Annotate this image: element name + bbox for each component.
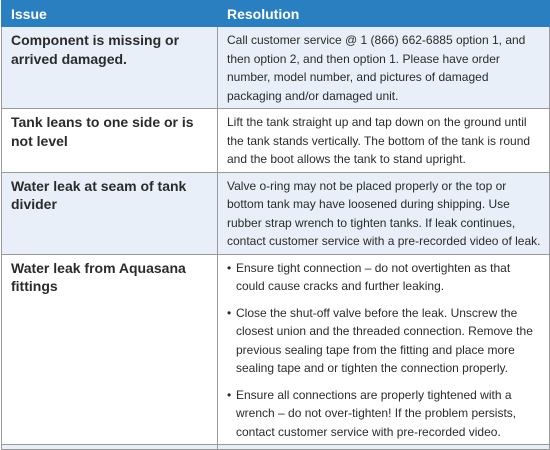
bullet-item [227,386,541,442]
issue-column-header: Issue [2,1,218,27]
resolution-cell: Valve o-ring may not be placed properly or the top or bottom tank may have loosened during shipping. Use rubber strap wrench to tighten tanks. If leak continues, contact customer service with a pre-recorded video of leak. [218,172,550,254]
resolution-cell [218,445,550,450]
resolution-cell [218,254,550,445]
issue-cell: Water leak at seam of tank divider [2,172,218,254]
table-row [2,172,550,254]
table-row [2,254,550,445]
resolution-cell: Call customer service @ 1 (866) 662-6885 option 1, and then option 2, and then option 1. Please have order number, model number, and pictures of damaged packaging and/or damaged unit. [218,27,550,109]
issue-cell: Tank leans to one side or is not level [2,109,218,173]
bullet-item [227,304,541,378]
issue-cell: Water leak from Aquasana fittings [2,254,218,445]
bullet-text: Ensure all connections are properly tightened with a wrench – do not over-tighten! If the problem persists, contact customer service with pre-recorded video. [236,387,517,439]
troubleshooting-table [1,0,550,450]
table-row [2,27,550,109]
bullet-symbol: • [227,387,232,402]
bullet-symbol: • [227,305,232,320]
bullet-text: Close the shut-off valve before the leak. Unscrew the closest union and the threaded connection. Remove the previous sealing tape from the fitting and place more sealing tape and or tighten the connection properly. [236,305,533,375]
resolution-column-header: Resolution [218,1,550,27]
bullet-text: Ensure tight connection – do not overtighten as that could cause cracks and further leaking. [236,260,511,293]
issue-cell: Component is missing or arrived damaged. [2,27,218,109]
table-header-row [2,1,550,27]
table-row [2,109,550,173]
resolution-cell: Lift the tank straight up and tap down on the ground until the tank stands vertically. The bottom of the tank is round and the boot allows the tank to stand upright. [218,109,550,173]
table-row-partial [2,445,550,450]
bullet-item [227,259,541,296]
issue-cell [2,445,218,450]
bullet-symbol: • [227,260,232,275]
